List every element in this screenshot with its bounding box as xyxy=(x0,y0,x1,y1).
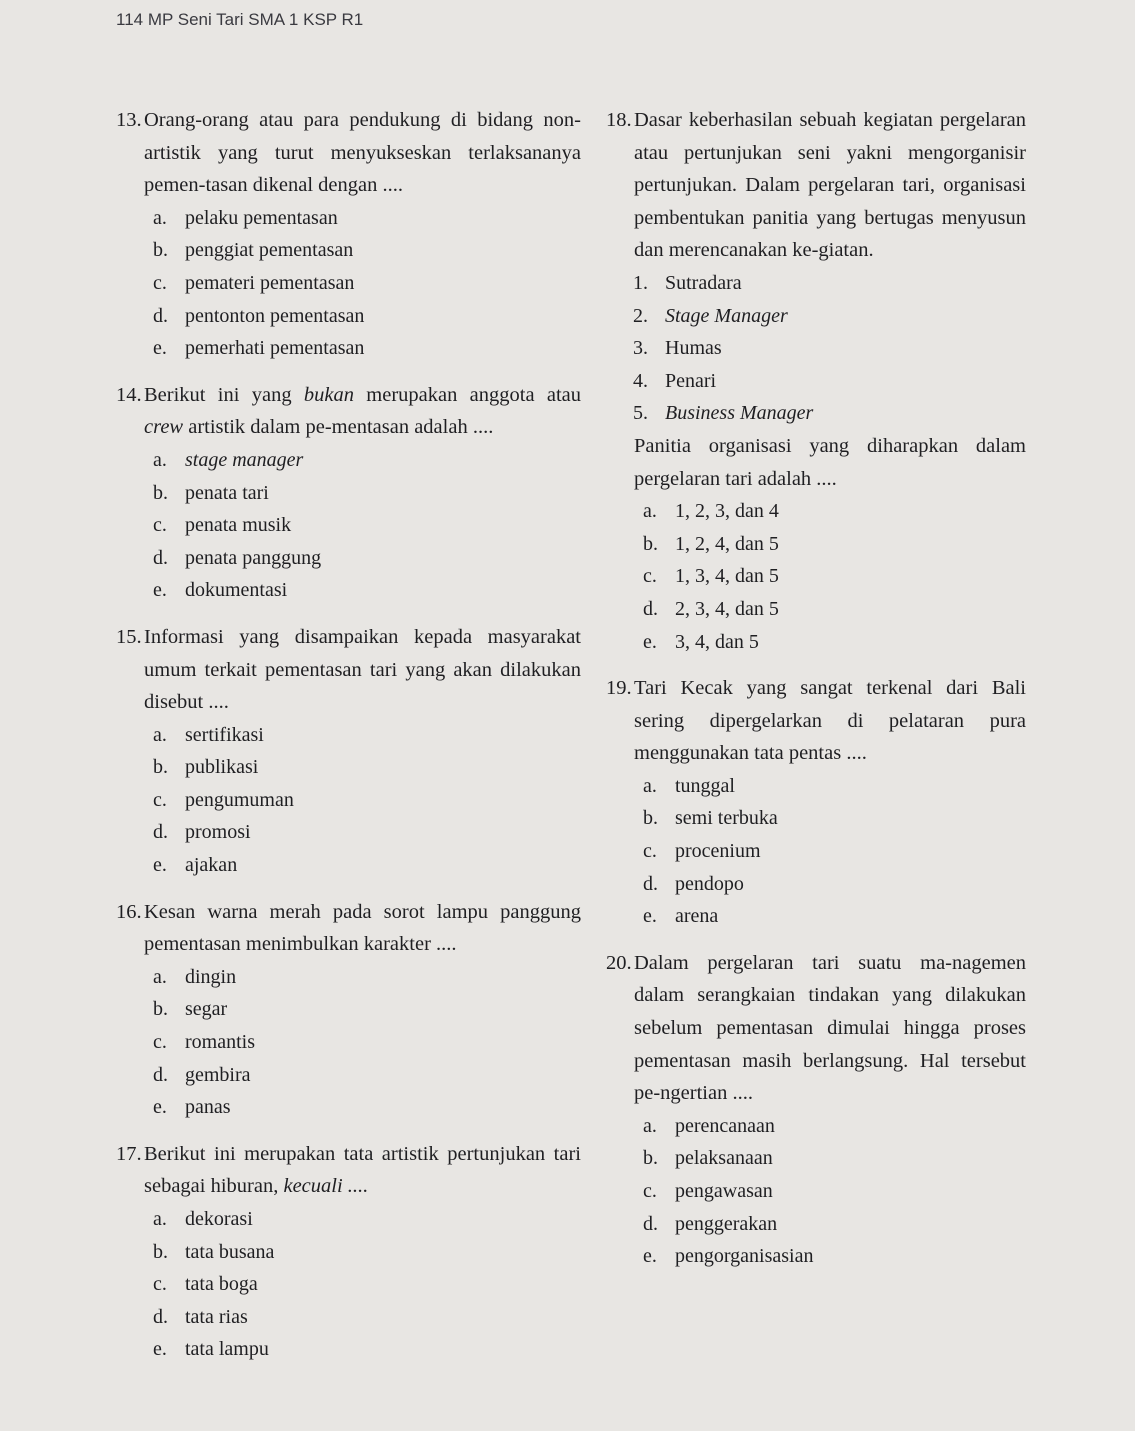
option-a xyxy=(116,719,581,752)
list-item xyxy=(606,332,1026,365)
question-16 xyxy=(116,896,581,1124)
option-text: tata lampu xyxy=(185,1338,269,1361)
option-d xyxy=(116,1301,581,1334)
question-15 xyxy=(116,621,581,882)
option-letter: e. xyxy=(153,1096,167,1119)
question-14 xyxy=(116,379,581,607)
option-letter: c. xyxy=(643,565,657,588)
option-text: pelaksanaan xyxy=(675,1147,773,1170)
option-b xyxy=(606,1142,1026,1175)
option-text: segar xyxy=(185,998,228,1021)
option-c xyxy=(606,1175,1026,1208)
list-item xyxy=(606,267,1026,300)
option-text: romantis xyxy=(185,1031,255,1054)
option-text: dekorasi xyxy=(185,1208,253,1230)
option-letter: e. xyxy=(153,579,167,602)
option-letter: a. xyxy=(153,206,167,229)
item-number: 5. xyxy=(633,402,648,425)
option-text: sertifikasi xyxy=(185,723,264,746)
option-e xyxy=(116,1333,581,1366)
question-stem: Tari Kecak yang sangat terkenal dari Bali sering dipergelarkan di pelataran pura menggunakan tata pentas .... xyxy=(634,677,1026,765)
question-stem: Dalam pergelaran tari suatu ma-nagemen dalam serangkaian tindakan yang dilakukan sebelum pementasan dimulai hingga proses pementasan masih berlangsung. Hal tersebut pe-ngertian .... xyxy=(634,951,1026,1105)
option-text: gembira xyxy=(185,1063,251,1086)
option-text: pengumuman xyxy=(185,788,294,811)
option-letter: c. xyxy=(643,1180,657,1202)
option-letter: e. xyxy=(643,630,657,653)
question-13 xyxy=(116,104,581,365)
item-text: Humas xyxy=(665,337,722,360)
option-text: procenium xyxy=(675,840,761,863)
item-text: Sutradara xyxy=(665,271,742,294)
option-b xyxy=(116,993,581,1026)
option-letter: a. xyxy=(153,723,167,746)
option-text: tata boga xyxy=(185,1273,258,1296)
option-letter: b. xyxy=(153,1240,168,1263)
option-letter: e. xyxy=(153,1338,167,1361)
question-stem: Kesan warna merah pada sorot lampu panggung pementasan menimbulkan karakter .... xyxy=(144,900,581,956)
option-letter: b. xyxy=(643,1147,658,1170)
option-letter: c. xyxy=(153,1273,167,1296)
option-c xyxy=(116,784,581,817)
option-letter: b. xyxy=(643,532,658,555)
option-text: perencanaan xyxy=(675,1114,775,1137)
option-letter: c. xyxy=(153,514,167,537)
option-c xyxy=(606,835,1026,868)
question-17 xyxy=(116,1138,581,1366)
option-text: ajakan xyxy=(185,854,238,877)
option-text: pengawasan xyxy=(675,1180,773,1202)
option-letter: d. xyxy=(643,597,658,620)
option-letter: a. xyxy=(643,500,657,523)
option-d xyxy=(116,816,581,849)
left-column xyxy=(116,104,581,1380)
option-text: pemerhati pementasan xyxy=(185,337,365,360)
option-text: tata rias xyxy=(185,1305,248,1328)
option-text: pentonton pementasan xyxy=(185,304,365,327)
question-number: 19. xyxy=(606,677,632,700)
list-item xyxy=(606,397,1026,430)
question-stem: Orang-orang atau para pendukung di bidang non-artistik yang turut menyukseskan terlaksananya pemen-tasan dikenal dengan .... xyxy=(144,109,581,197)
option-text: 1, 3, 4, dan 5 xyxy=(675,565,779,588)
list-item xyxy=(606,365,1026,398)
option-d xyxy=(116,542,581,575)
option-e xyxy=(606,1240,1026,1273)
page-header: 114 MP Seni Tari SMA 1 KSP R1 xyxy=(116,10,364,29)
item-number: 2. xyxy=(633,304,648,327)
option-text: 3, 4, dan 5 xyxy=(675,630,759,653)
option-text: pendopo xyxy=(675,872,744,895)
option-text: pelaku pementasan xyxy=(185,206,338,229)
option-text: penata musik xyxy=(185,514,292,537)
option-a xyxy=(116,1203,581,1236)
option-letter: d. xyxy=(153,1305,168,1328)
option-letter: d. xyxy=(153,1063,168,1086)
question-prompt: Panitia organisasi yang diharapkan dalam pergelaran tari adalah .... xyxy=(634,434,1026,490)
option-text: penggiat pementasan xyxy=(185,239,354,262)
option-d xyxy=(116,1059,581,1092)
option-text: pemateri pementasan xyxy=(185,271,355,294)
option-d xyxy=(606,593,1026,626)
option-letter: a. xyxy=(643,1114,657,1137)
option-e xyxy=(116,1091,581,1124)
option-letter: b. xyxy=(153,239,168,262)
option-a xyxy=(116,444,581,477)
option-text: dokumentasi xyxy=(185,579,288,602)
option-d xyxy=(606,868,1026,901)
option-b xyxy=(116,1236,581,1269)
question-stem: Berikut ini yang bukan merupakan anggota atau crew artistik dalam pe-mentasan adalah .... xyxy=(144,383,582,439)
option-text: tunggal xyxy=(675,774,735,797)
option-c xyxy=(606,560,1026,593)
option-letter: e. xyxy=(153,854,167,877)
question-number: 13. xyxy=(116,109,142,131)
item-number: 1. xyxy=(633,271,648,294)
option-b xyxy=(606,528,1026,561)
numbered-list xyxy=(606,267,1026,430)
question-18 xyxy=(606,104,1026,658)
option-e xyxy=(606,626,1026,659)
option-letter: d. xyxy=(643,872,658,895)
option-e xyxy=(116,849,581,882)
question-20 xyxy=(606,947,1026,1273)
option-text: penata panggung xyxy=(185,546,322,569)
option-b xyxy=(116,234,581,267)
option-letter: b. xyxy=(153,481,168,504)
question-stem: Berikut ini merupakan tata artistik pertunjukan tari sebagai hiburan, kecuali .... xyxy=(144,1142,581,1198)
option-e xyxy=(606,900,1026,933)
option-text: promosi xyxy=(185,821,251,844)
option-letter: b. xyxy=(643,807,658,830)
option-c xyxy=(116,509,581,542)
item-text: Business Manager xyxy=(665,402,814,425)
option-letter: c. xyxy=(153,271,167,294)
item-text: Stage Manager xyxy=(665,304,788,327)
question-number: 16. xyxy=(116,900,142,923)
option-text: stage manager xyxy=(185,448,304,471)
option-letter: a. xyxy=(643,774,657,797)
option-letter: c. xyxy=(153,1031,167,1054)
option-text: publikasi xyxy=(185,756,259,779)
option-text: dingin xyxy=(185,965,237,988)
option-d xyxy=(116,300,581,333)
option-c xyxy=(116,267,581,300)
option-c xyxy=(116,1268,581,1301)
question-number: 20. xyxy=(606,951,632,974)
option-letter: a. xyxy=(153,965,167,988)
option-a xyxy=(606,770,1026,803)
question-number: 18. xyxy=(606,109,632,131)
list-item xyxy=(606,300,1026,333)
option-d xyxy=(606,1208,1026,1241)
option-b xyxy=(116,477,581,510)
question-number: 17. xyxy=(116,1142,142,1165)
question-number: 14. xyxy=(116,383,142,406)
option-letter: d. xyxy=(153,821,168,844)
item-number: 4. xyxy=(633,369,648,392)
option-letter: b. xyxy=(153,998,168,1021)
option-a xyxy=(116,961,581,994)
option-c xyxy=(116,1026,581,1059)
option-e xyxy=(116,332,581,365)
option-b xyxy=(606,802,1026,835)
option-letter: e. xyxy=(643,1245,657,1268)
question-stem: Dasar keberhasilan sebuah kegiatan pergelaran atau pertunjukan seni yakni mengorganisir pertunjukan. Dalam pergelaran tari, organisasi pembentukan panitia yang bertugas menyusun dan merencanakan ke-giatan. xyxy=(634,109,1026,262)
option-a xyxy=(606,495,1026,528)
option-e xyxy=(116,574,581,607)
option-letter: a. xyxy=(153,1208,167,1230)
question-19 xyxy=(606,672,1026,933)
option-letter: c. xyxy=(643,840,657,863)
option-letter: a. xyxy=(153,448,167,471)
option-text: semi terbuka xyxy=(675,807,778,830)
option-letter: d. xyxy=(153,546,168,569)
option-text: tata busana xyxy=(185,1240,275,1263)
question-number: 15. xyxy=(116,625,142,648)
option-text: panas xyxy=(185,1096,231,1119)
option-text: penggerakan xyxy=(675,1212,778,1235)
option-letter: c. xyxy=(153,788,167,811)
option-a xyxy=(606,1110,1026,1143)
option-letter: e. xyxy=(643,905,657,928)
option-letter: d. xyxy=(643,1212,658,1235)
item-text: Penari xyxy=(665,369,717,392)
option-text: penata tari xyxy=(185,481,269,504)
right-column xyxy=(606,104,1026,1287)
option-text: arena xyxy=(675,905,719,928)
option-letter: d. xyxy=(153,304,168,327)
option-text: 1, 2, 3, dan 4 xyxy=(675,500,779,523)
option-b xyxy=(116,751,581,784)
question-stem: Informasi yang disampaikan kepada masyarakat umum terkait pementasan tari yang akan dilakukan disebut .... xyxy=(144,625,581,714)
option-text: 1, 2, 4, dan 5 xyxy=(675,532,779,555)
option-letter: b. xyxy=(153,756,168,779)
option-letter: e. xyxy=(153,337,167,360)
option-a xyxy=(116,202,581,235)
item-number: 3. xyxy=(633,337,648,360)
option-text: pengorganisasian xyxy=(675,1245,814,1268)
option-text: 2, 3, 4, dan 5 xyxy=(675,597,779,620)
